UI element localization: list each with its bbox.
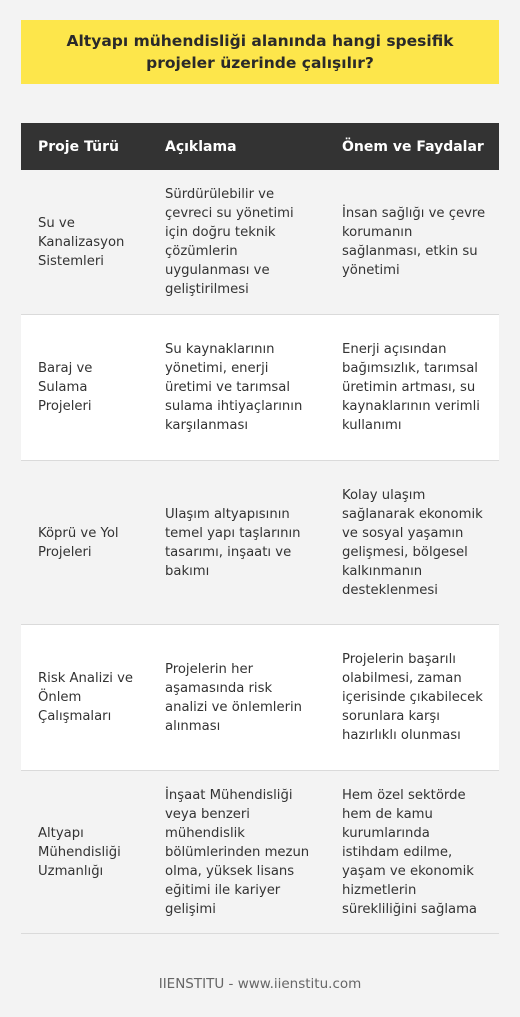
cell-project-type: Risk Analizi ve Önlem Çalışmaları bbox=[38, 671, 134, 724]
cell-benefits: Hem özel sektörde hem de kamu kurumlarında istihdam edilme, yaşam ve ekonomik hizmetlerin sürekliliğini sağlama bbox=[342, 787, 478, 917]
cell-description: Sürdürülebilir ve çevreci su yönetimi için doğru teknik çözümlerin uygulanması ve geliştirilmesi bbox=[165, 187, 294, 297]
cell-benefits: İnsan sağlığı ve çevre korumanın sağlanması, etkin su yönetimi bbox=[342, 206, 486, 278]
header-description: Açıklama bbox=[165, 138, 237, 155]
table-row bbox=[21, 315, 499, 461]
title-banner bbox=[21, 20, 499, 84]
header-benefits: Önem ve Faydalar bbox=[342, 138, 484, 155]
cell-description: Su kaynaklarının yönetimi, enerji üretimi ve tarımsal sulama ihtiyaçlarının karşılanması bbox=[165, 342, 303, 433]
cell-benefits: Projelerin başarılı olabilmesi, zaman içerisinde çıkabilecek sorunlara karşı hazırlıklı olunması bbox=[342, 652, 483, 743]
cell-project-type: Köprü ve Yol Projeleri bbox=[38, 525, 119, 560]
header-project-type: Proje Türü bbox=[38, 138, 120, 155]
cell-benefits: Enerji açısından bağımsızlık, tarımsal üretimin artması, su kaynaklarının verimli kullanımı bbox=[342, 342, 480, 433]
footer-credit: IIENSTITU - www.iienstitu.com bbox=[158, 976, 362, 992]
table-row bbox=[21, 461, 499, 625]
table-header-row bbox=[21, 123, 499, 170]
cell-description: Ulaşım altyapısının temel yapı taşlarının tasarımı, inşaatı ve bakımı bbox=[165, 506, 301, 579]
cell-project-type: Baraj ve Sulama Projeleri bbox=[38, 361, 93, 414]
cell-benefits: Kolay ulaşım sağlanarak ekonomik ve sosyal yaşamın gelişmesi, bölgesel kalkınmanın desteklenmesi bbox=[342, 487, 483, 598]
page-title: Altyapı mühendisliği alanında hangi spesifik projeler üzerinde çalışılır? bbox=[66, 32, 454, 72]
table-row bbox=[21, 625, 499, 771]
cell-description: Projelerin her aşamasında risk analizi ve önlemlerin alınması bbox=[165, 661, 303, 734]
cell-project-type: Su ve Kanalizasyon Sistemleri bbox=[38, 215, 125, 269]
table-row bbox=[21, 170, 499, 315]
projects-table bbox=[21, 123, 499, 934]
cell-description: İnşaat Mühendisliği veya benzeri mühendislik bölümlerinden mezun olma, yüksek lisans eğitimi ile kariyer gelişimi bbox=[165, 787, 310, 917]
table-row bbox=[21, 771, 499, 934]
cell-project-type: Altyapı Mühendisliği Uzmanlığı bbox=[38, 825, 121, 879]
